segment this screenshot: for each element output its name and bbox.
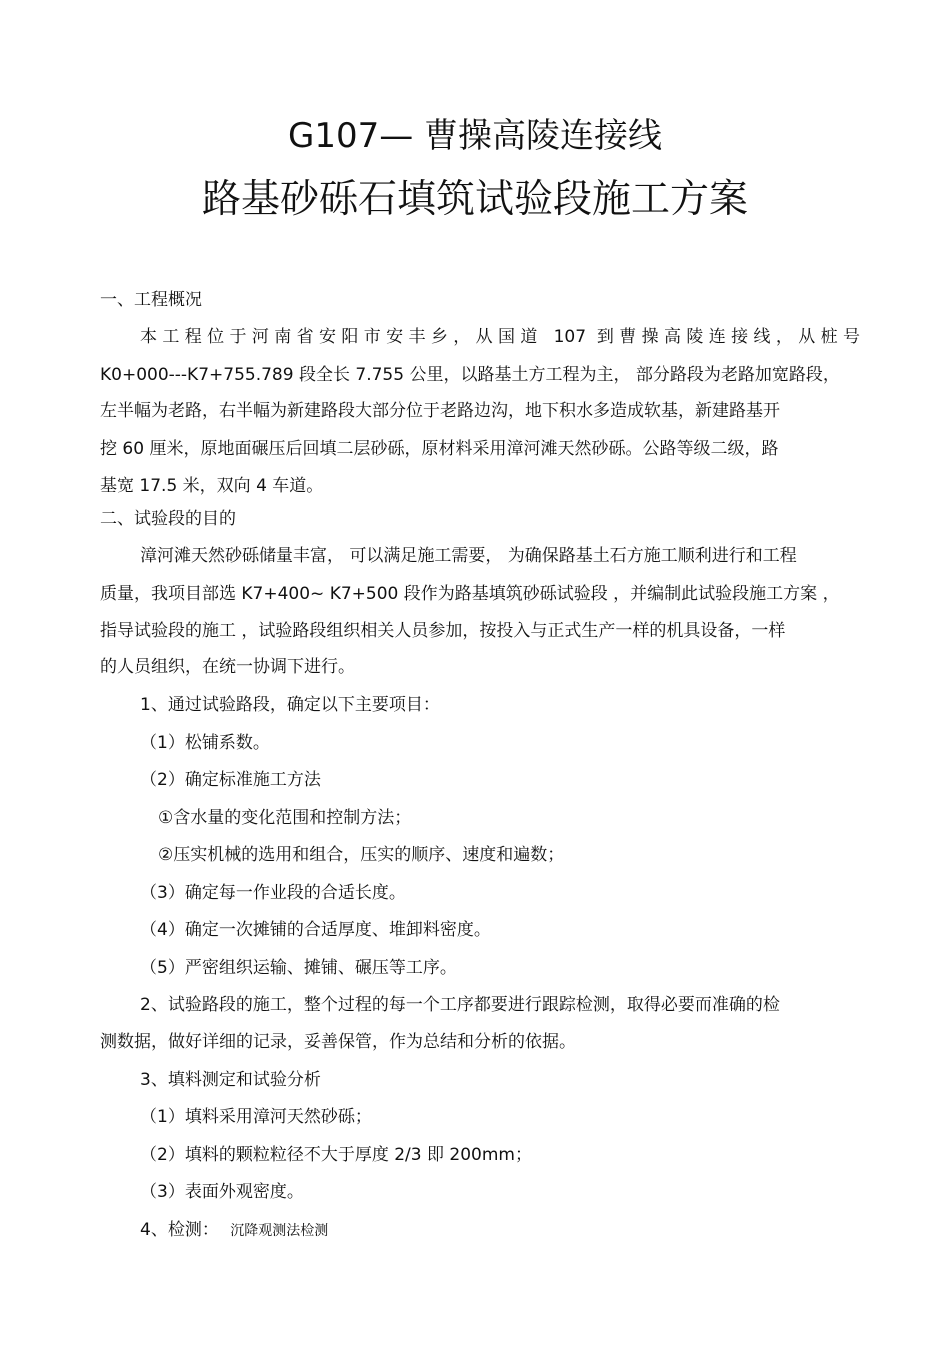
list-item: ①含水量的变化范围和控制方法； — [158, 808, 412, 828]
section1-paragraph-line: 基宽 17.5 米，双向 4 车道。 — [100, 476, 324, 496]
section1-paragraph-line: 左半幅为老路，右半幅为新建路段大部分位于老路边沟，地下积水多造成软基，新建路基开 — [100, 401, 780, 421]
document-title-line2: 路基砂砾石填筑试验段施工方案 — [201, 177, 748, 222]
list-item: 3、填料测定和试验分析 — [140, 1070, 321, 1090]
list-item: 2、试验路段的施工，整个过程的每一个工序都要进行跟踪检测，取得必要而准确的检 — [140, 995, 780, 1015]
list-item: （1）松铺系数。 — [140, 733, 270, 753]
list-item — [140, 1218, 328, 1243]
detection-label: 4、检测： — [140, 1220, 219, 1240]
list-item: （3）表面外观密度。 — [140, 1182, 304, 1202]
list-item: （2）填料的颗粒粒径不大于厚度 2/3 即 200mm； — [140, 1145, 532, 1165]
section2-paragraph-line: 漳河滩天然砂砾储量丰富， 可以满足施工需要， 为确保路基土石方施工顺利进行和工程 — [140, 546, 797, 566]
section2-heading: 二、试验段的目的 — [100, 509, 236, 529]
list-item: （2）确定标准施工方法 — [140, 770, 321, 790]
detection-method: 沉降观测法检测 — [230, 1223, 329, 1239]
section1-paragraph-line: K0+000---K7+755.789 段全长 7.755 公里，以路基土方工程为主， 部分路段为老路加宽路段， — [100, 365, 840, 385]
list-item: ②压实机械的选用和组合，压实的顺序、速度和遍数； — [158, 845, 565, 865]
section1-paragraph-line: 挖 60 厘米，原地面碾压后回填二层砂砾，原材料采用漳河滩天然砂砾。公路等级二级，路 — [100, 439, 779, 459]
document-title-line1: G107— 曹操高陵连接线 — [287, 116, 663, 156]
list-item: 测数据，做好详细的记录，妥善保管，作为总结和分析的依据。 — [100, 1032, 576, 1052]
section1-heading: 一、工程概况 — [100, 290, 202, 310]
list-item: 1、通过试验路段，确定以下主要项目： — [140, 695, 440, 715]
section1-paragraph-line: 本工程位于河南省安阳市安丰乡，从国道 107 到曹操高陵连接线，从桩号 — [140, 327, 860, 347]
list-item: （3）确定每一作业段的合适长度。 — [140, 883, 406, 903]
section2-paragraph-line: 的人员组织，在统一协调下进行。 — [100, 657, 355, 677]
section2-paragraph-line: 指导试验段的施工 ，试验路段组织相关人员参加，按投入与正式生产一样的机具设备，一样 — [100, 621, 786, 641]
list-item: （1）填料采用漳河天然砂砾； — [140, 1107, 372, 1127]
section2-paragraph-line: 质量，我项目部选 K7+400~ K7+500 段作为路基填筑砂砾试验段 ，并编制此试验段施工方案 ， — [100, 584, 840, 604]
list-item: （4）确定一次摊铺的合适厚度、堆卸料密度。 — [140, 920, 491, 940]
list-item: （5）严密组织运输、摊铺、碾压等工序。 — [140, 958, 457, 978]
